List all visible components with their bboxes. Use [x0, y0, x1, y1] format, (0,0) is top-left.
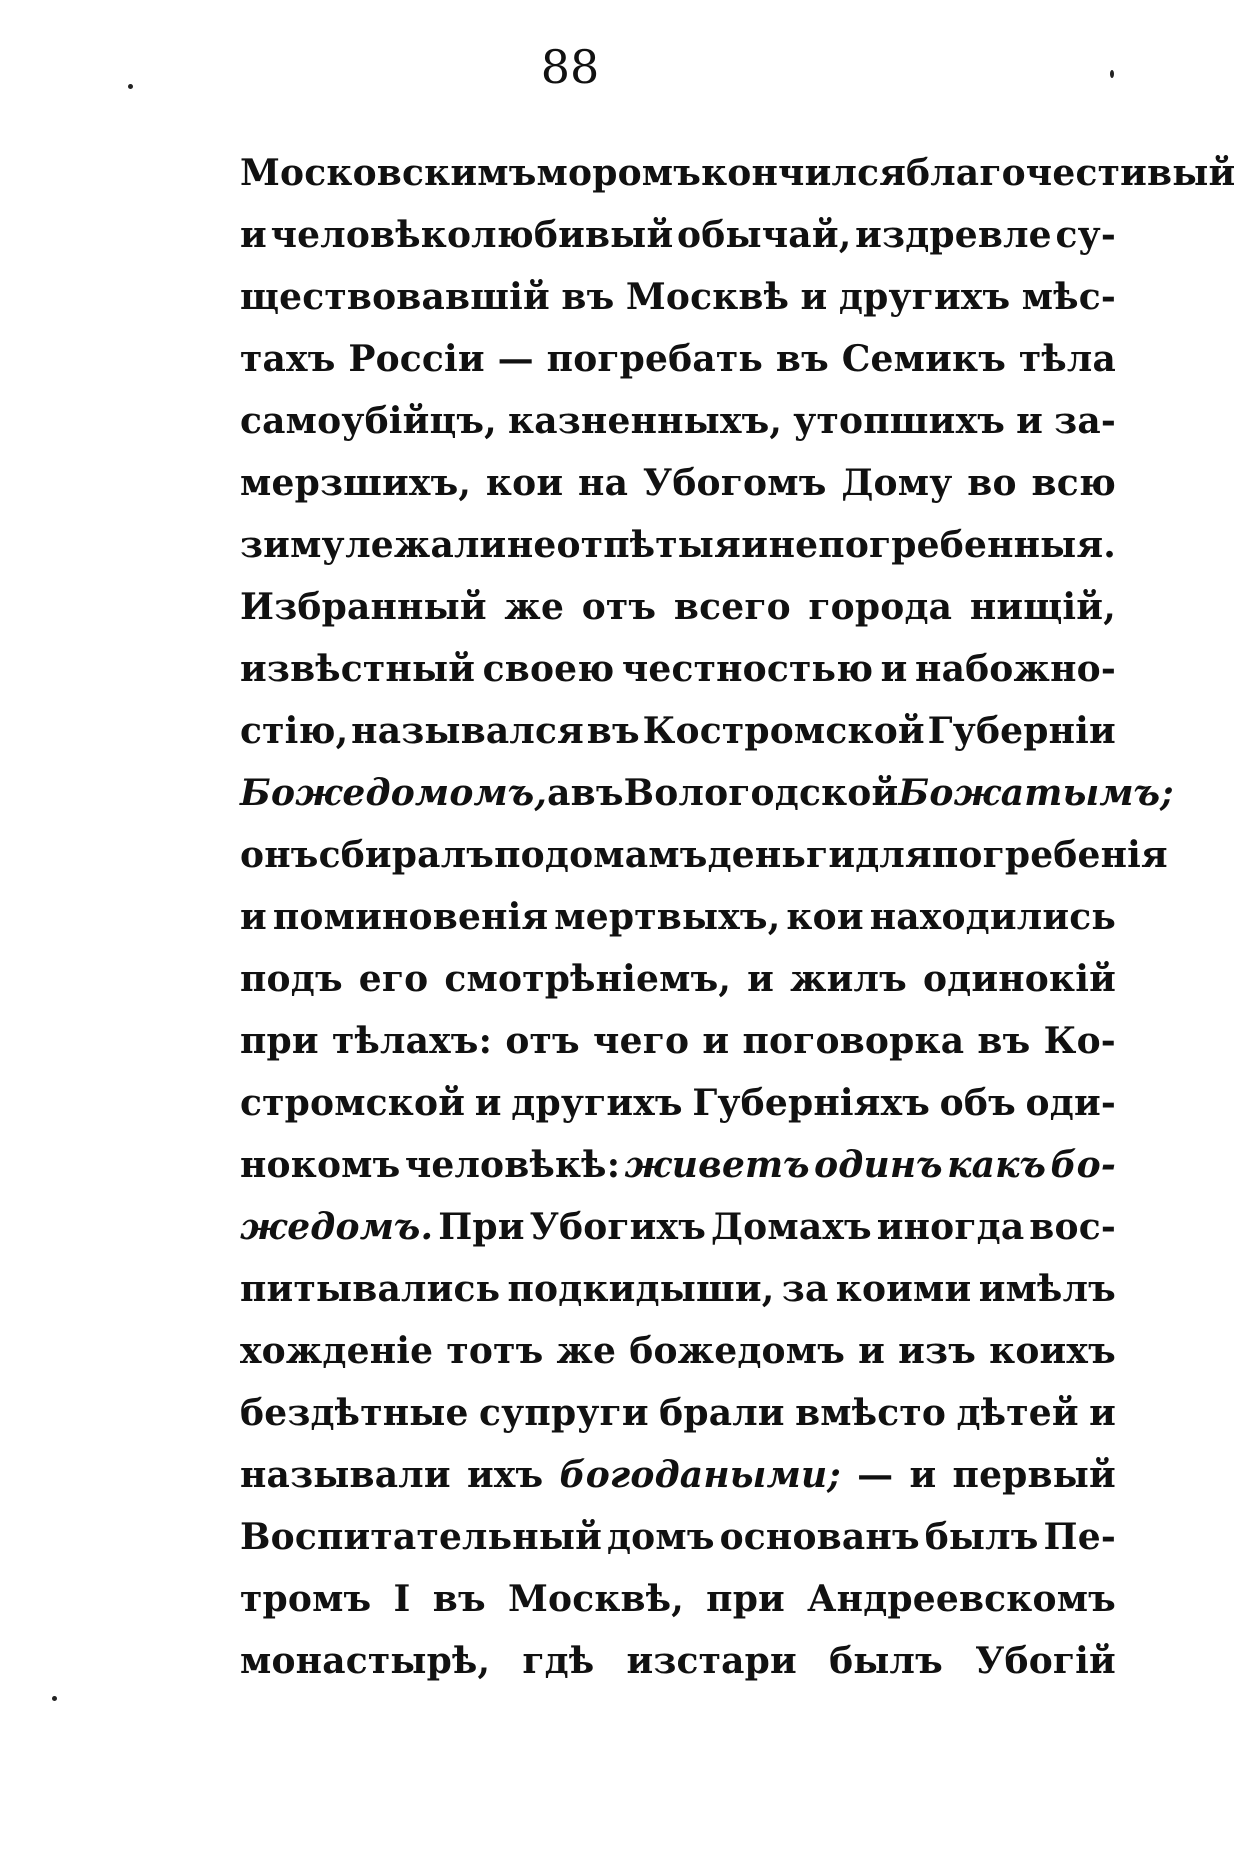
word: всего	[673, 586, 791, 628]
word: за	[781, 1268, 829, 1310]
text-line	[240, 824, 1168, 886]
text-line	[240, 1134, 1116, 1196]
word: въ	[561, 276, 615, 318]
word: кои	[786, 896, 864, 938]
word: утопшихъ	[793, 400, 1006, 442]
word: Семикъ	[841, 338, 1007, 380]
word: изстари	[626, 1640, 797, 1682]
word: сбиралъ	[318, 834, 495, 876]
word: I	[393, 1578, 411, 1620]
text-line	[240, 1444, 1116, 1506]
word: честностью	[621, 648, 874, 690]
word: При	[438, 1206, 525, 1248]
word: Андреевскомъ	[807, 1578, 1116, 1620]
word: Избранный	[240, 586, 487, 628]
word: Домахъ	[710, 1206, 872, 1248]
text-line	[240, 1196, 1116, 1258]
word: Дому	[841, 462, 953, 504]
speck-mark	[52, 1696, 57, 1701]
word: брали	[659, 1392, 785, 1434]
word: былъ	[924, 1516, 1039, 1558]
word: Божедомомъ,	[240, 772, 548, 814]
word: вмѣсто	[795, 1392, 947, 1434]
word: ществовавшій	[240, 276, 550, 318]
word: тотъ	[446, 1330, 544, 1372]
word: живетъ	[624, 1144, 810, 1186]
word: изъ	[898, 1330, 977, 1372]
word: отъ	[581, 586, 657, 628]
word: и	[1089, 1392, 1116, 1434]
text-line	[240, 700, 1116, 762]
page-number: 88	[540, 40, 600, 94]
word: человѣколюбивый	[270, 214, 674, 256]
word: въ	[586, 710, 640, 752]
word: казненныхъ,	[508, 400, 783, 442]
word: и	[800, 276, 828, 318]
text-line	[240, 576, 1116, 638]
word: жедомъ.	[240, 1206, 434, 1248]
text-line	[240, 886, 1116, 948]
word: монастырѣ,	[240, 1640, 491, 1682]
word: гдѣ	[522, 1640, 595, 1682]
word: су-	[1055, 214, 1116, 256]
word: отъ	[505, 1020, 580, 1062]
word: нокомъ	[240, 1144, 401, 1186]
word: другихъ	[838, 276, 1011, 318]
word: непогребенныя.	[768, 524, 1116, 566]
word: оди-	[1025, 1082, 1116, 1124]
text-line	[240, 1568, 1116, 1630]
word: смотрѣніемъ,	[444, 958, 732, 1000]
word: хожденіе	[240, 1330, 434, 1372]
word: при	[706, 1578, 785, 1620]
word: мертвыхъ,	[554, 896, 781, 938]
word: погребать	[546, 338, 764, 380]
word: богодаными;	[559, 1454, 841, 1496]
word: и	[702, 1020, 730, 1062]
word: самоубійцъ,	[240, 400, 497, 442]
word: Божатымъ;	[898, 772, 1174, 814]
word: погребенія	[931, 834, 1168, 876]
word: въ	[977, 1020, 1031, 1062]
word: мерзшихъ,	[240, 462, 472, 504]
text-line	[240, 1320, 1116, 1382]
word: какъ	[947, 1144, 1047, 1186]
word: кончился	[701, 152, 906, 194]
word: Ко-	[1043, 1020, 1116, 1062]
word: —	[857, 1454, 894, 1496]
word: другихъ	[511, 1082, 683, 1124]
word: и	[474, 1082, 502, 1124]
word: и	[240, 214, 267, 256]
word: неотпѣтыя	[506, 524, 741, 566]
word: издревле	[855, 214, 1052, 256]
word: Россіи	[348, 338, 485, 380]
word: человѣкѣ:	[404, 1144, 621, 1186]
word: Воспитательный	[240, 1516, 603, 1558]
word: его	[358, 958, 429, 1000]
word: тромъ	[240, 1578, 372, 1620]
word: и	[741, 524, 769, 566]
word: нищій,	[969, 586, 1116, 628]
word: Губерніяхъ	[692, 1082, 931, 1124]
word: за-	[1054, 400, 1116, 442]
word: набожно-	[915, 648, 1116, 690]
word: города	[808, 586, 953, 628]
word: Москвѣ,	[507, 1578, 684, 1620]
word: Пе-	[1043, 1516, 1116, 1558]
word: Убогій	[975, 1640, 1116, 1682]
word: лежали	[345, 524, 507, 566]
speck-mark	[128, 84, 133, 89]
word: же	[504, 586, 565, 628]
word: Губерніи	[927, 710, 1116, 752]
word: Московскимъ	[240, 152, 537, 194]
word: чего	[593, 1020, 690, 1062]
word: одинокій	[922, 958, 1116, 1000]
word: извѣстный	[240, 648, 476, 690]
text-line	[240, 1506, 1116, 1568]
text-line	[240, 1258, 1116, 1320]
word: дѣтей	[956, 1392, 1079, 1434]
text-line	[240, 142, 1235, 204]
text-line	[240, 948, 1116, 1010]
word: подъ	[240, 958, 343, 1000]
word: а	[547, 772, 571, 814]
text-line	[240, 452, 1116, 514]
word: Убогомъ	[642, 462, 827, 504]
word: Убогихъ	[529, 1206, 707, 1248]
word: для	[855, 834, 932, 876]
word: же	[556, 1330, 617, 1372]
text-line	[240, 390, 1116, 452]
text-line	[240, 762, 1174, 824]
word: тахъ	[240, 338, 336, 380]
word: подкидыши,	[507, 1268, 775, 1310]
word: моромъ	[536, 152, 702, 194]
word: супруги	[479, 1392, 649, 1434]
word: поговорка	[742, 1020, 965, 1062]
word: домъ	[606, 1516, 715, 1558]
text-line	[240, 1630, 1116, 1692]
word: домамъ	[544, 834, 708, 876]
word: деньги	[707, 834, 856, 876]
word: бо-	[1050, 1144, 1116, 1186]
word: вос-	[1029, 1206, 1116, 1248]
word: питывались	[240, 1268, 501, 1310]
word: находились	[869, 896, 1116, 938]
word: Костромской	[642, 710, 925, 752]
word: бездѣтные	[240, 1392, 469, 1434]
word: имѣлъ	[978, 1268, 1116, 1310]
word: и	[747, 958, 775, 1000]
word: и	[880, 648, 908, 690]
word: и	[240, 896, 267, 938]
word: и	[1016, 400, 1044, 442]
word: въ	[432, 1578, 486, 1620]
word: коими	[835, 1268, 972, 1310]
word: стромской	[240, 1082, 466, 1124]
word: жилъ	[790, 958, 907, 1000]
text-line	[240, 266, 1116, 328]
word: иногда	[876, 1206, 1025, 1248]
word: объ	[939, 1082, 1016, 1124]
word: основанъ	[719, 1516, 920, 1558]
text-line	[240, 204, 1116, 266]
word: въ	[775, 338, 829, 380]
text-line	[240, 638, 1116, 700]
body-text	[240, 142, 1235, 1692]
word: ихъ	[466, 1454, 544, 1496]
word: божедомъ	[629, 1330, 846, 1372]
word: Вологодской	[623, 772, 899, 814]
text-line	[240, 1072, 1116, 1134]
word: стію,	[240, 710, 349, 752]
word: на	[578, 462, 629, 504]
word: своею	[482, 648, 615, 690]
word: —	[497, 338, 534, 380]
word: по	[494, 834, 545, 876]
word: первый	[952, 1454, 1116, 1496]
word: и	[909, 1454, 937, 1496]
word: Москвѣ	[625, 276, 790, 318]
word: называли	[240, 1454, 451, 1496]
word: онъ	[240, 834, 319, 876]
word: кои	[485, 462, 564, 504]
word: тѣлахъ:	[332, 1020, 493, 1062]
word: мѣс-	[1021, 276, 1116, 318]
word: назывался	[351, 710, 584, 752]
speck-mark	[1110, 70, 1114, 78]
word: во	[967, 462, 1017, 504]
word: поминовенія	[272, 896, 549, 938]
text-line	[240, 514, 1116, 576]
word: былъ	[829, 1640, 943, 1682]
word: при	[240, 1020, 319, 1062]
word: благочестивый	[906, 152, 1235, 194]
word: и	[858, 1330, 886, 1372]
text-line	[240, 328, 1116, 390]
word: обычай,	[677, 214, 852, 256]
text-line	[240, 1382, 1116, 1444]
word: одинъ	[814, 1144, 943, 1186]
word: въ	[570, 772, 624, 814]
word: всю	[1031, 462, 1116, 504]
word: коихъ	[989, 1330, 1116, 1372]
text-line	[240, 1010, 1116, 1072]
word: тѣла	[1018, 338, 1116, 380]
word: зиму	[240, 524, 345, 566]
